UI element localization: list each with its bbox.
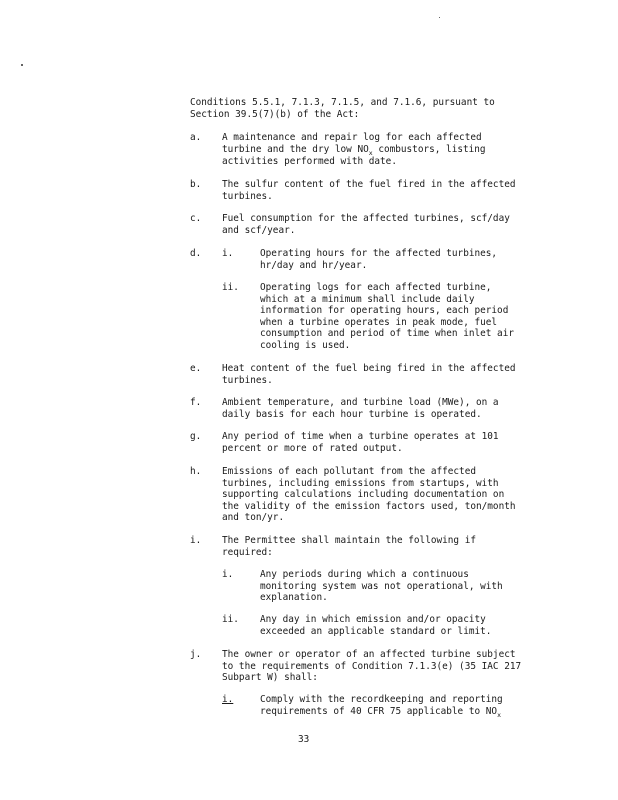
item-letter: a. — [190, 132, 202, 143]
sub-item-roman: i. — [222, 248, 234, 259]
sub-item-text: Any periods during which a continuous monitoring system was not operational, with explanation. — [260, 569, 503, 604]
scan-speck — [439, 17, 440, 18]
item-letter: h. — [190, 466, 202, 477]
item-text: Any period of time when a turbine operates at 101 percent or more of rated output. — [222, 431, 499, 454]
item-letter: i. — [190, 535, 202, 546]
sub-item-roman: ii. — [222, 614, 239, 625]
scan-speck — [21, 64, 23, 66]
sub-item-text: Operating hours for the affected turbines, hr/day and hr/year. — [260, 248, 498, 271]
item-text: A maintenance and repair log for each affected turbine and the dry low $NO_x$ combustors, listing activities performed with date. — [222, 132, 486, 168]
page-number: 33 — [298, 734, 310, 745]
intro-line: Section 39.5(7)(b) of the Act: — [190, 108, 360, 120]
item-line: combustors, listing — [372, 143, 486, 155]
item-text: The Permittee shall maintain the following if required: — [222, 535, 476, 558]
intro-paragraph — [190, 97, 530, 120]
item-letter: b. — [190, 179, 202, 190]
item-text: Heat content of the fuel being fired in the affected turbines. — [222, 363, 516, 386]
item-text: The sulfur content of the fuel fired in the affected turbines. — [222, 179, 516, 202]
sub-item-text: Operating logs for each affected turbine, which at a minimum shall include daily information for operating hours, each period when a turbine operates in peak mode, fuel consumption and period of time when inlet air cooling is used. — [260, 282, 514, 351]
item-letter: e. — [190, 363, 202, 374]
item-text: The owner or operator of an affected turbine subject to the requirements of Condition 7.1.3(e) (35 IAC 217 Subpart W) shall: — [222, 649, 522, 684]
sub-item-roman: i. — [222, 569, 234, 580]
item-text: Fuel consumption for the affected turbines, scf/day and scf/year. — [222, 213, 510, 236]
item-text: Ambient temperature, and turbine load (MWe), on a daily basis for each hour turbine is operated. — [222, 397, 499, 420]
item-letter: d. — [190, 248, 202, 259]
nox-subscript: x — [368, 148, 373, 157]
item-line: turbine and the dry low NO — [222, 143, 369, 155]
item-letter: f. — [190, 397, 202, 408]
item-letter: g. — [190, 431, 202, 442]
item-line: requirements of 40 CFR 75 applicable to NO — [260, 705, 498, 717]
intro-line: Conditions 5.5.1, 7.1.3, 7.1.5, and 7.1.6, pursuant to — [190, 97, 495, 108]
sub-item-text: Any day in which emission and/or opacity exceeded an applicable standard or limit. — [260, 614, 492, 637]
nox-subscript: x — [497, 710, 501, 719]
item-letter: j. — [190, 649, 202, 660]
item-letter: c. — [190, 213, 202, 224]
sub-item-text: Comply with the recordkeeping and reporting requirements of 40 CFR 75 applicable to $NO_x$ — [260, 694, 503, 719]
sub-item-roman: i. — [222, 694, 234, 705]
item-text: Emissions of each pollutant from the affected turbines, including emissions from startups, with supporting calculations including documentation on the validity of the emission factors used, ton/month and ton/yr. — [222, 466, 516, 524]
sub-item-roman: ii. — [222, 282, 239, 293]
